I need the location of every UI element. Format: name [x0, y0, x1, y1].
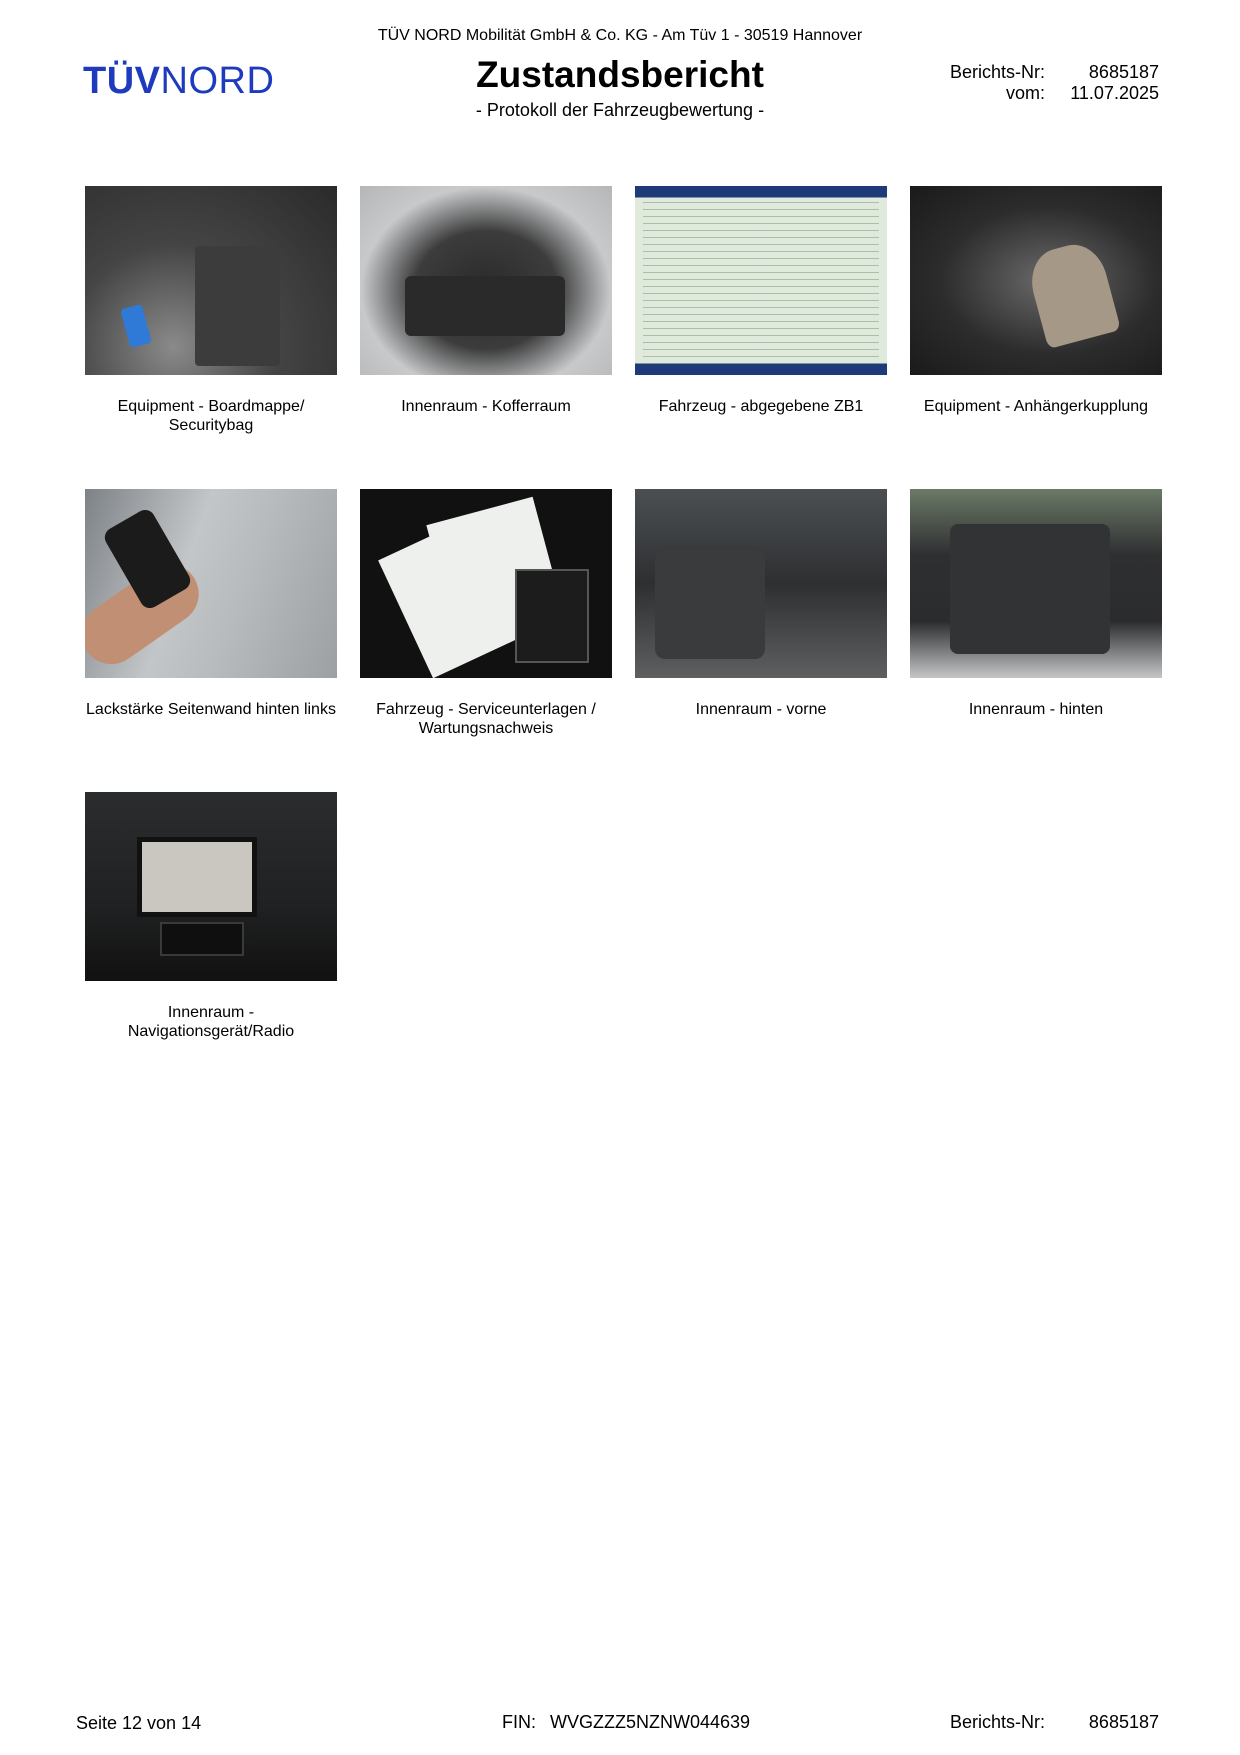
photo-item [910, 489, 1162, 792]
photo-item [85, 186, 337, 489]
photo-item [85, 792, 337, 1095]
photo-seat-shape [655, 549, 765, 659]
photo-caption: Equipment - Anhängerkupplung [923, 398, 1149, 415]
photo-item [360, 489, 612, 792]
footer-report-number: 8685187 [1088, 1712, 1159, 1732]
company-address-line: TÜV NORD Mobilität GmbH & Co. KG - Am Tüv 1 - 30519 Hannover [377, 27, 863, 44]
logo-text-tuv: TÜV [83, 60, 161, 102]
page-number: Seite 12 von 14 [76, 1713, 202, 1733]
photo-caption: Innenraum - Navigationsgerät/Radio [127, 1004, 295, 1040]
photo-folder-shape [515, 569, 589, 663]
photo-bag-shape [195, 246, 280, 366]
report-number-label: Berichts-Nr: [949, 62, 1045, 82]
photo-trunk-floor-shape [405, 276, 565, 336]
photo-innenraum-hinten[interactable] [910, 489, 1162, 678]
photo-kofferraum[interactable] [360, 186, 612, 375]
photo-caption: Innenraum - Kofferraum [401, 398, 571, 415]
logo-text-nord: NORD [160, 60, 275, 102]
photo-boardmappe-securitybag[interactable] [85, 186, 337, 375]
photo-item [910, 186, 1162, 489]
photo-serviceunterlagen[interactable] [360, 489, 612, 678]
page-title: Zustandsbericht [476, 54, 764, 95]
report-date: 11.07.2025 [1070, 83, 1159, 103]
report-date-label: vom: [1005, 83, 1045, 103]
photo-item [85, 489, 337, 792]
photo-lackstaerke-messung[interactable] [85, 489, 337, 678]
photo-seat-shape [950, 524, 1110, 654]
photo-caption: Innenraum - vorne [695, 701, 827, 718]
photo-caption: Equipment - Boardmappe/ Securitybag [117, 398, 305, 434]
photo-item [360, 186, 612, 489]
fin-value: WVGZZZ5NZNW044639 [550, 1712, 751, 1732]
page-subtitle: - Protokoll der Fahrzeugbewertung - [475, 100, 765, 120]
photo-key-tag-shape [120, 304, 152, 348]
photo-caption: Innenraum - hinten [968, 701, 1104, 718]
photo-caption: Fahrzeug - abgegebene ZB1 [658, 398, 864, 415]
photo-nav-screen-shape [137, 837, 257, 917]
photo-item [635, 186, 887, 489]
photo-item [635, 489, 887, 792]
photo-grid [85, 186, 1165, 1095]
photo-hitch-shape [1024, 238, 1121, 349]
photo-climate-panel-shape [160, 922, 244, 956]
footer-report-number-label: Berichts-Nr: [949, 1712, 1045, 1732]
photo-innenraum-vorne[interactable] [635, 489, 887, 678]
photo-anhaengerkupplung[interactable] [910, 186, 1162, 375]
photo-zb1-document[interactable] [635, 186, 887, 375]
photo-caption: Lackstärke Seitenwand hinten links [86, 701, 336, 718]
photo-caption: Fahrzeug - Serviceunterlagen / Wartungsnachweis [376, 701, 596, 737]
report-number: 8685187 [1088, 62, 1159, 82]
photo-document-lines [643, 202, 879, 358]
photo-navigationsgeraet-radio[interactable] [85, 792, 337, 981]
fin-label: FIN: [502, 1712, 536, 1732]
